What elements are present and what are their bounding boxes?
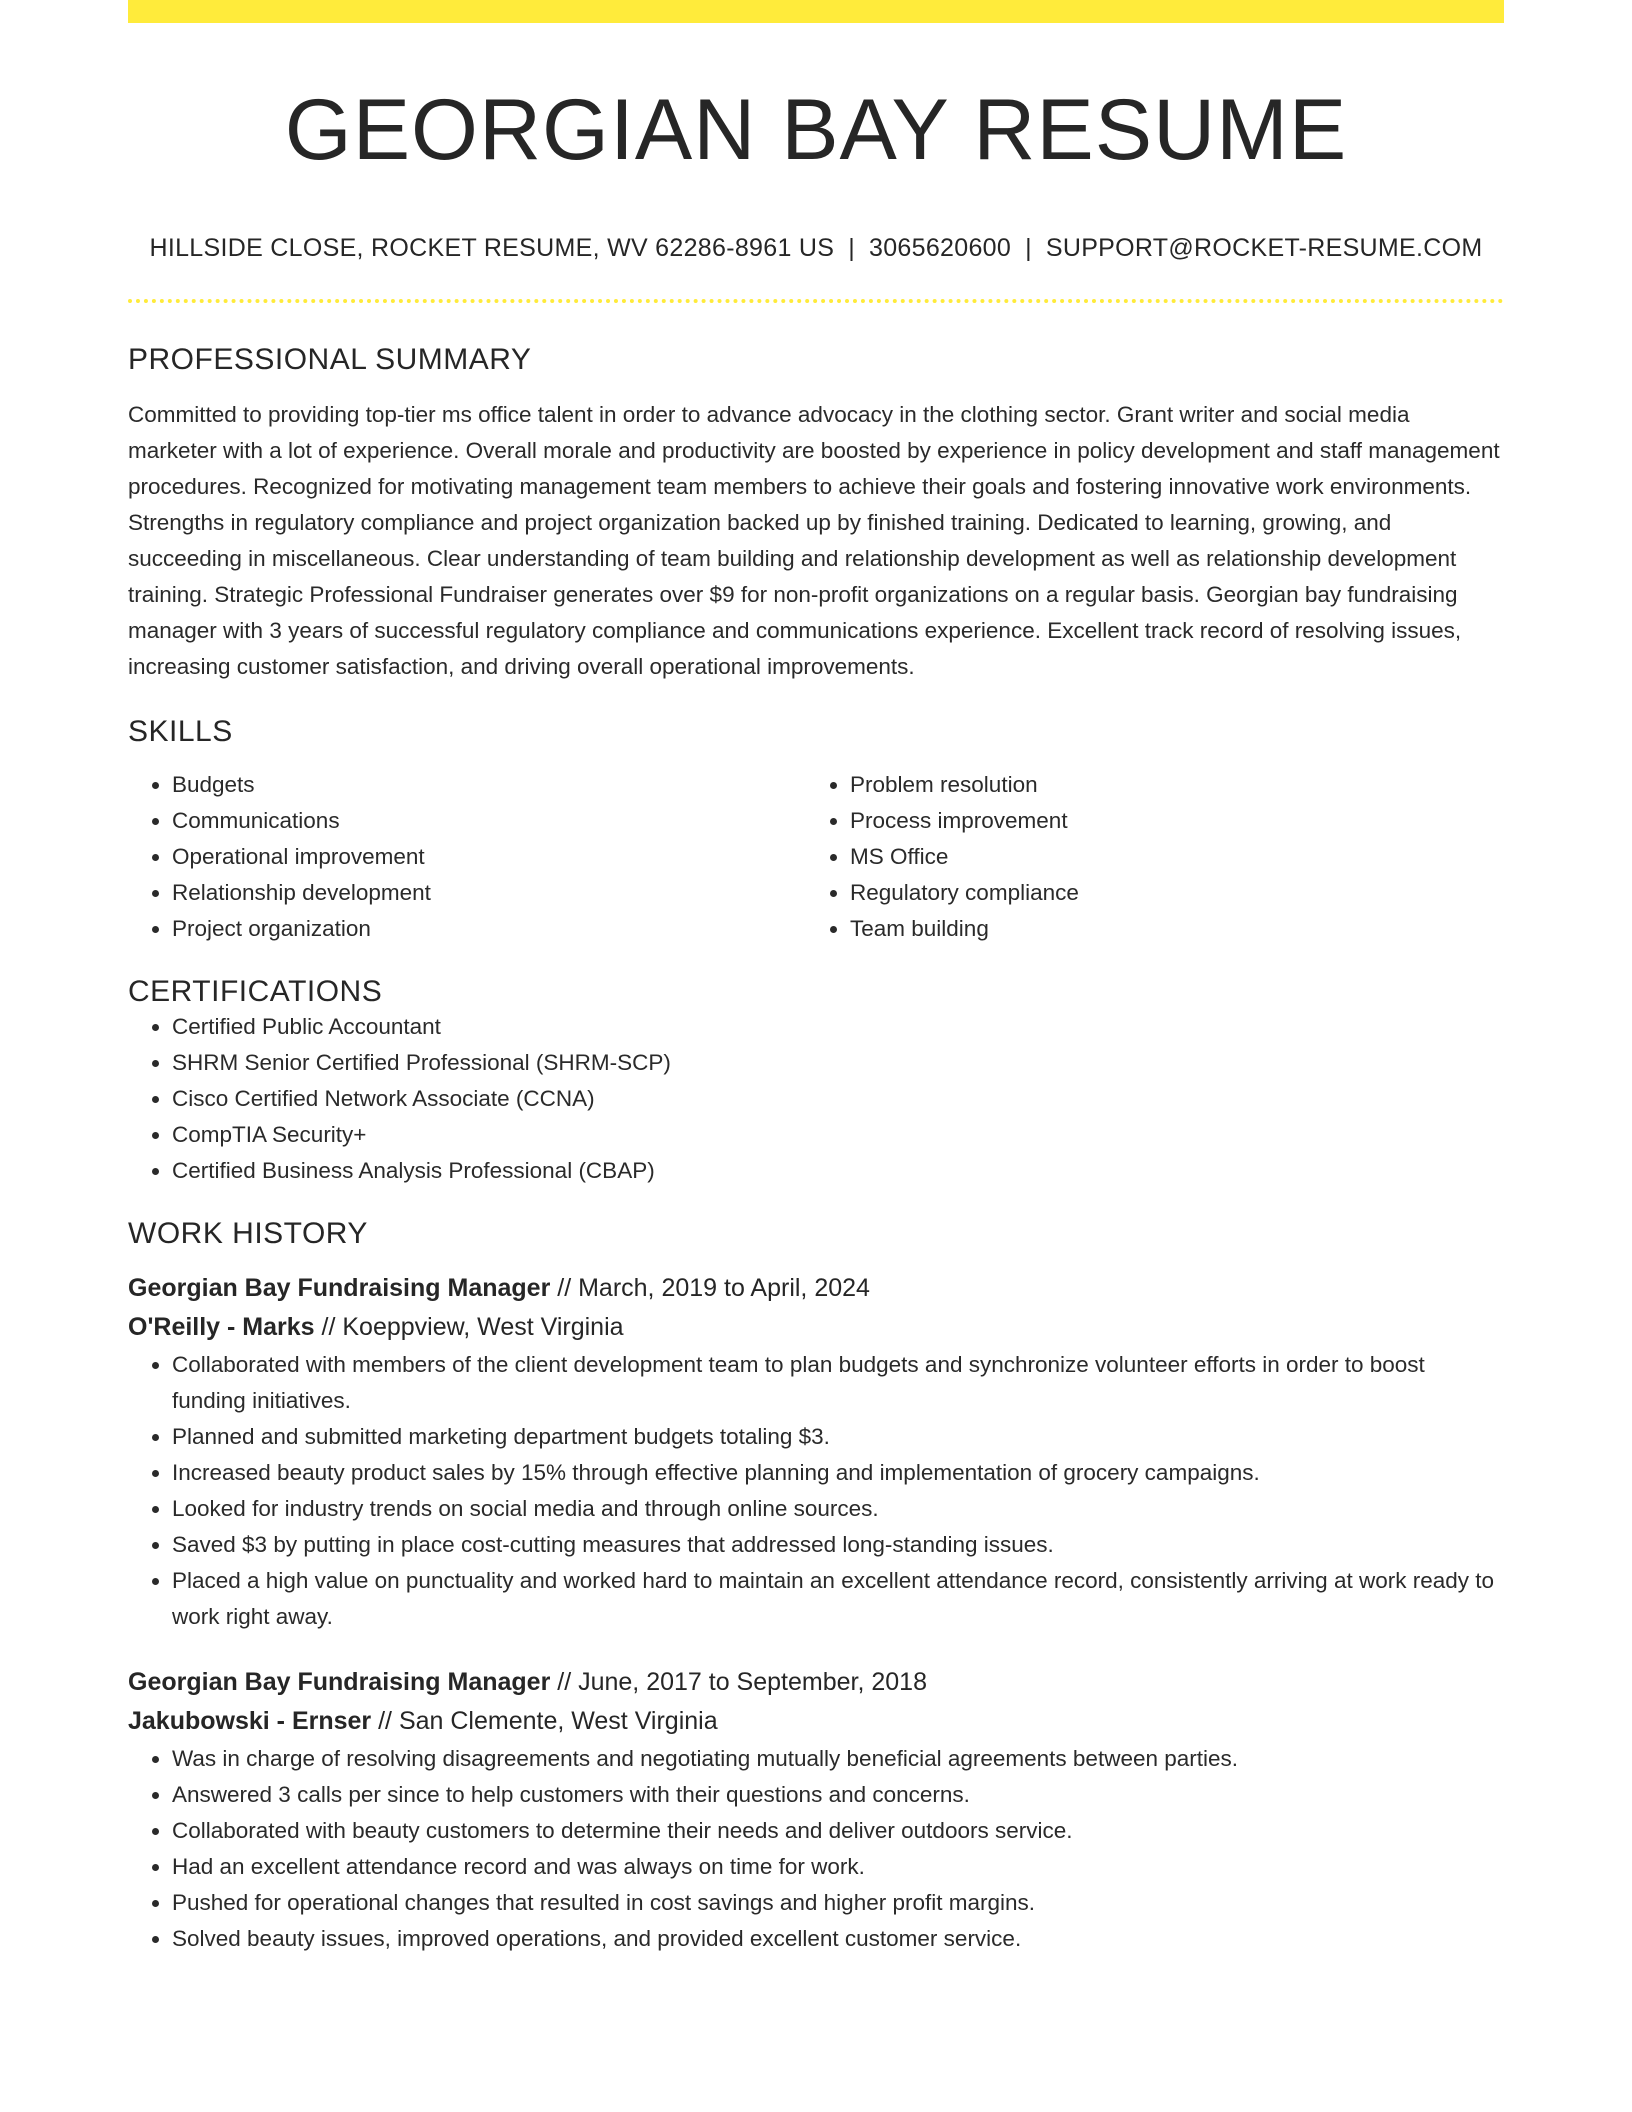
duty-item: • Planned and submitted marketing department budgets totaling $3.	[172, 1419, 1504, 1455]
summary-heading: PROFESSIONAL SUMMARY	[128, 342, 532, 376]
job-role: Georgian Bay Fundraising Manager	[128, 1273, 551, 1302]
resume-page	[128, 0, 1504, 1957]
certification-item: • SHRM Senior Certified Professional (SHRM-SCP)	[172, 1045, 1504, 1081]
duty-item: • Was in charge of resolving disagreements and negotiating mutually beneficial agreements between parties.	[172, 1741, 1504, 1777]
skill-item: • MS Office	[850, 839, 1484, 875]
job-2-company-line	[128, 1702, 1504, 1741]
skill-item: • Communications	[172, 803, 806, 839]
duty-item: • Placed a high value on punctuality and worked hard to maintain an excellent attendance record, consistently arriving at work ready to work right away.	[172, 1563, 1504, 1635]
skill-item: • Team building	[850, 911, 1484, 947]
skill-item: • Operational improvement	[172, 839, 806, 875]
skill-item: • Budgets	[172, 767, 806, 803]
skill-item: • Problem resolution	[850, 767, 1484, 803]
dotted-divider	[128, 299, 1504, 303]
duty-item: • Solved beauty issues, improved operations, and provided excellent customer service.	[172, 1921, 1504, 1957]
duty-item: • Collaborated with beauty customers to determine their needs and deliver outdoors service.	[172, 1813, 1504, 1849]
duty-item: • Increased beauty product sales by 15% through effective planning and implementation of grocery campaigns.	[172, 1455, 1504, 1491]
job-role: Georgian Bay Fundraising Manager	[128, 1667, 551, 1696]
work-history-heading: WORK HISTORY	[128, 1216, 368, 1250]
contact-separator: |	[848, 233, 856, 262]
duty-item: • Saved $3 by putting in place cost-cutting measures that addressed long-standing issues.	[172, 1527, 1504, 1563]
duty-item: • Pushed for operational changes that resulted in cost savings and higher profit margins.	[172, 1885, 1504, 1921]
skills-column-right	[806, 767, 1484, 947]
top-accent-bar	[128, 0, 1504, 23]
certification-item: • CompTIA Security+	[172, 1117, 1504, 1153]
skill-item: • Regulatory compliance	[850, 875, 1484, 911]
job-1-title-line	[128, 1269, 1504, 1308]
contact-phone: 3065620600	[869, 233, 1012, 262]
skills-column-left	[128, 767, 806, 947]
job-dates: // June, 2017 to September, 2018	[550, 1667, 927, 1696]
skill-item: • Project organization	[172, 911, 806, 947]
skill-item: • Process improvement	[850, 803, 1484, 839]
contact-email: SUPPORT@ROCKET-RESUME.COM	[1045, 233, 1483, 262]
skills-list	[128, 767, 1504, 947]
duty-item: • Had an excellent attendance record and was always on time for work.	[172, 1849, 1504, 1885]
skill-item: • Relationship development	[172, 875, 806, 911]
job-company: Jakubowski - Ernser	[128, 1706, 372, 1735]
certifications-heading: CERTIFICATIONS	[128, 974, 383, 1008]
skills-heading: SKILLS	[128, 714, 233, 748]
duty-item: • Collaborated with members of the client development team to plan budgets and synchronize volunteer efforts in order to boost funding initiatives.	[172, 1347, 1504, 1419]
job-2-duties	[128, 1741, 1504, 1957]
job-location: // Koeppview, West Virginia	[314, 1312, 624, 1341]
duty-item: • Answered 3 calls per since to help customers with their questions and concerns.	[172, 1777, 1504, 1813]
certification-item: • Certified Public Accountant	[172, 1009, 1504, 1045]
certifications-list	[128, 1009, 1504, 1189]
duty-item: • Looked for industry trends on social media and through online sources.	[172, 1491, 1504, 1527]
job-location: // San Clemente, West Virginia	[371, 1706, 718, 1735]
certification-item: • Cisco Certified Network Associate (CCNA)	[172, 1081, 1504, 1117]
job-1-duties	[128, 1347, 1504, 1635]
contact-address: HILLSIDE CLOSE, ROCKET RESUME, WV 62286-8961 US	[149, 233, 835, 262]
contact-line	[128, 234, 1504, 263]
job-company: O'Reilly - Marks	[128, 1312, 315, 1341]
job-2-title-line	[128, 1663, 1504, 1702]
resume-name: GEORGIAN BAY RESUME	[284, 82, 1348, 178]
contact-separator: |	[1025, 233, 1032, 262]
summary-text: Committed to providing top-tier ms office talent in order to advance advocacy in the clothing sector. Grant writer and social media marketer with a lot of experience. Overall morale and productivity are boosted by experience in policy development and staff management procedures. Recognized for motivating management team members to achieve their goals and fostering innovative work environments. Strengths in regulatory compliance and project organization backed up by finished training. Dedicated to learning, growing, and succeeding in miscellaneous. Clear understanding of team building and relationship development as well as relationship development training. Strategic Professional Fundraiser generates over $9 for non-profit organizations on a regular basis. Georgian bay fundraising manager with 3 years of successful regulatory compliance and communications experience. Excellent track record of resolving issues, increasing customer satisfaction, and driving overall operational improvements.	[128, 401, 1500, 679]
certification-item: • Certified Business Analysis Professional (CBAP)	[172, 1153, 1504, 1189]
job-dates: // March, 2019 to April, 2024	[550, 1273, 870, 1302]
job-1-company-line	[128, 1308, 1504, 1347]
